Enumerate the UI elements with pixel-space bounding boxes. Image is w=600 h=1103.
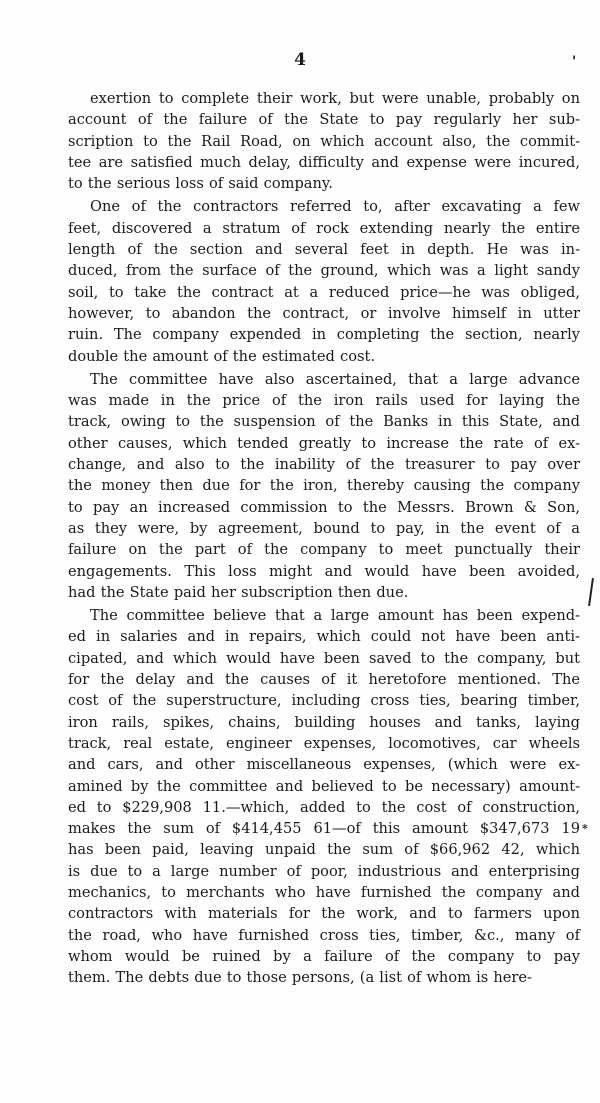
- margin-star-mark: *: [582, 822, 588, 835]
- text-line: was made in the price of the iron rails used for laying the: [68, 392, 580, 410]
- paragraph: [68, 605, 580, 988]
- text-line: exertion to complete their work, but were unable, probably on: [90, 90, 580, 107]
- text-line: to the serious loss of said company.: [68, 175, 333, 193]
- text-line: is due to a large number of poor, industrious and enterprising: [68, 862, 580, 880]
- paragraph: [68, 369, 580, 603]
- text-line: however, to abandon the contract, or involve himself in utter: [68, 304, 580, 322]
- text-line: The committee believe that a large amount has been expend-: [90, 607, 580, 625]
- text-line: scription to the Rail Road, on which account also, the commit-: [68, 132, 580, 150]
- paragraph: [68, 196, 580, 366]
- text-line: the road, who have furnished cross ties, timber, &c., many of: [68, 926, 580, 944]
- paragraph: [68, 88, 580, 194]
- text-line: amined by the committee and believed to be necessary) amount-: [68, 777, 580, 795]
- margin-stroke-mark: [588, 578, 594, 606]
- text-line: had the State paid her subscription then due.: [68, 583, 409, 601]
- text-line: contractors with materials for the work, and to farmers upon: [68, 905, 580, 923]
- text-line: length of the section and several feet in depth. He was in-: [68, 241, 580, 259]
- text-line: track, real estate, engineer expenses, locomotives, car wheels: [68, 734, 580, 752]
- text-line: feet, discovered a stratum of rock extending nearly the entire: [68, 219, 580, 237]
- text-line: to pay an increased commission to the Messrs. Brown & Son,: [68, 498, 580, 516]
- text-line: whom would be ruined by a failure of the company to pay: [68, 947, 580, 965]
- text-line: account of the failure of the State to pay regularly her sub-: [68, 111, 580, 129]
- text-line: mechanics, to merchants who have furnished the company and: [68, 883, 580, 901]
- text-line: One of the contractors referred to, after excavating a few: [90, 198, 580, 216]
- text-line: as they were, by agreement, bound to pay, in the event of a: [68, 519, 580, 537]
- text-line: them. The debts due to those persons, (a list of whom is here-: [68, 969, 532, 987]
- text-line: failure on the part of the company to meet punctually their: [68, 541, 580, 559]
- text-line: has been paid, leaving unpaid the sum of $66,962 42, which: [68, 841, 580, 859]
- corner-mark: ': [572, 54, 577, 70]
- text-line: iron rails, spikes, chains, building houses and tanks, laying: [68, 713, 580, 731]
- text-line: ruin. The company expended in completing the section, nearly: [68, 326, 580, 344]
- text-line: duced, from the surface of the ground, which was a light sandy: [68, 262, 580, 280]
- text-line: track, owing to the suspension of the Banks in this State, and: [68, 413, 580, 431]
- text-line: other causes, which tended greatly to increase the rate of ex-: [68, 434, 580, 452]
- text-line: makes the sum of $414,455 61—of this amount $347,673 19: [68, 820, 580, 838]
- text-line: soil, to take the contract at a reduced price—he was obliged,: [68, 283, 580, 301]
- text-line: for the delay and the causes of it heretofore mentioned. The: [68, 671, 580, 689]
- text-line: double the amount of the estimated cost.: [68, 347, 375, 365]
- text-line: cost of the superstructure, including cross ties, bearing timber,: [68, 692, 580, 710]
- text-line: engagements. This loss might and would have been avoided,: [68, 562, 580, 580]
- text-line: the money then due for the iron, thereby causing the company: [68, 477, 580, 495]
- text-line: tee are satisfied much delay, difficulty and expense were incured,: [68, 153, 580, 171]
- body-text: [68, 88, 580, 988]
- text-line: ed in salaries and in repairs, which could not have been anti-: [68, 628, 580, 646]
- text-line: ed to $229,908 11.—which, added to the cost of construction,: [68, 798, 580, 816]
- text-line: and cars, and other miscellaneous expenses, (which were ex-: [68, 756, 580, 774]
- text-line: The committee have also ascertained, that a large advance: [90, 370, 580, 388]
- page-number: 4: [294, 50, 306, 70]
- text-line: cipated, and which would have been saved to the company, but: [68, 649, 580, 667]
- text-line: change, and also to the inability of the treasurer to pay over: [68, 456, 580, 474]
